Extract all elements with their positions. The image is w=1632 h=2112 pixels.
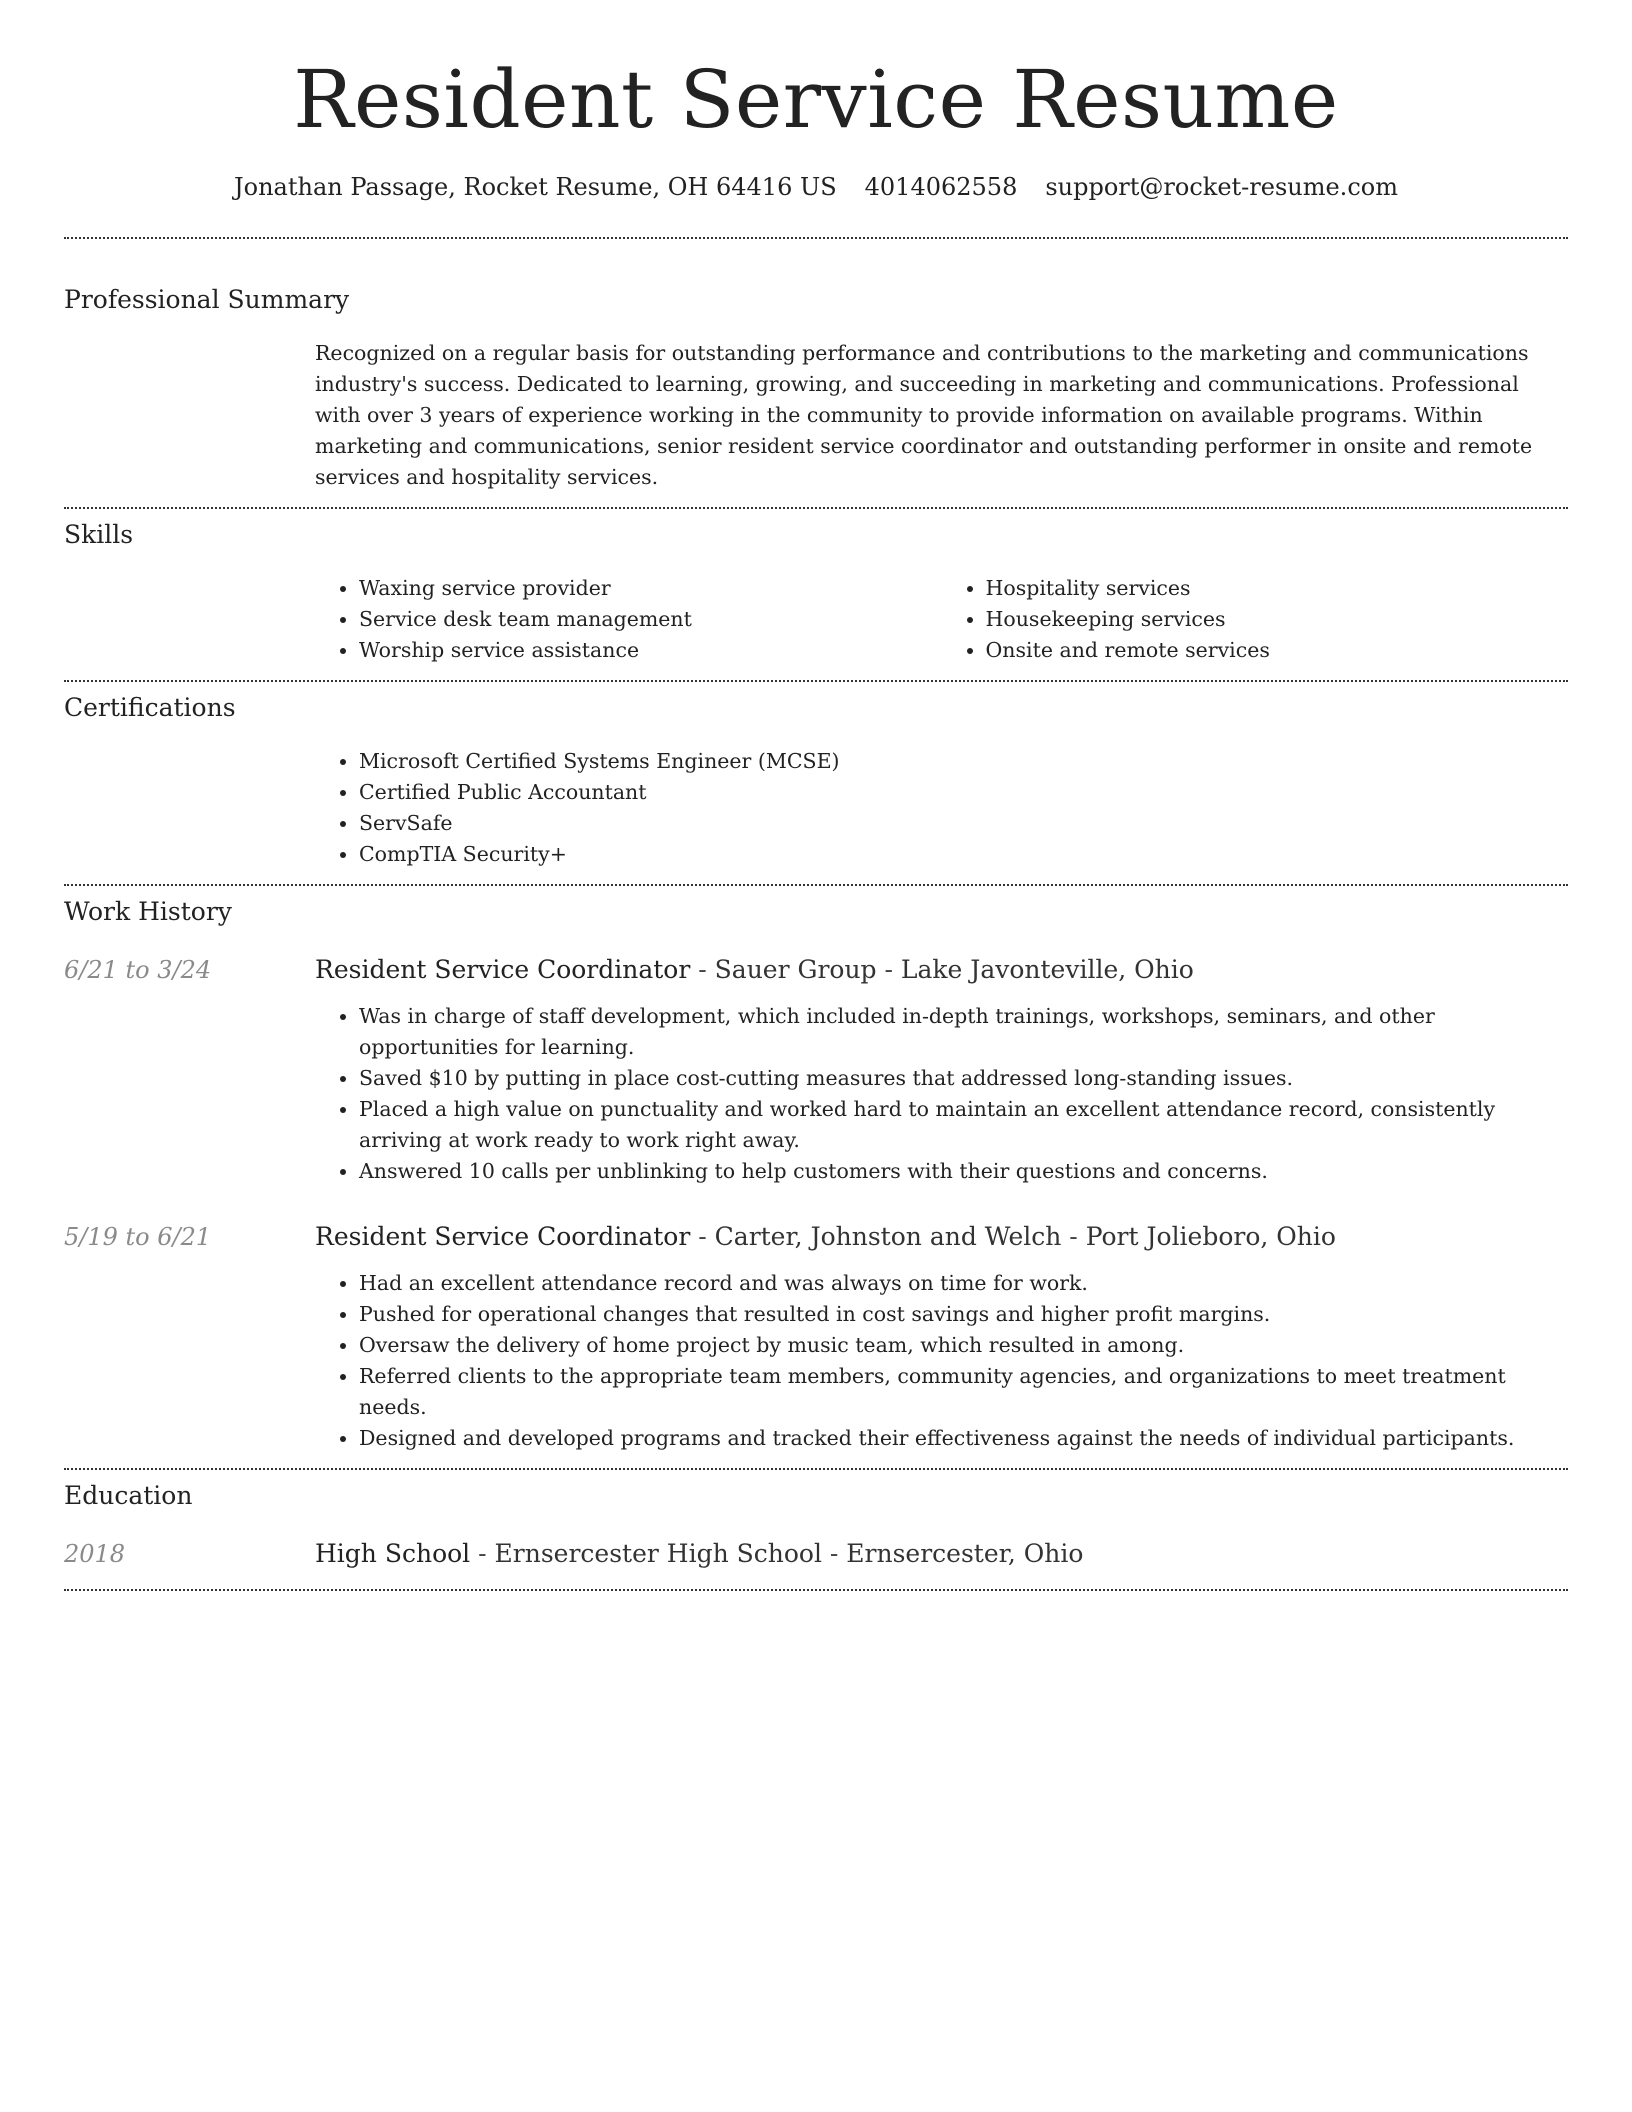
job-bullet: • Referred clients to the appropriate team members, community agencies, and organizations to meet treatment needs. <box>359 1361 1568 1423</box>
separator: - <box>470 1539 495 1568</box>
job-bullets <box>315 1001 1568 1187</box>
certification-item: • CompTIA Security+ <box>359 839 1568 870</box>
job-bullets <box>315 1268 1568 1454</box>
education-section <box>64 1470 1568 1570</box>
job-heading <box>315 1221 1336 1253</box>
divider <box>64 1589 1568 1591</box>
job-dates: 6/21 to 3/24 <box>64 956 212 984</box>
work-history-section <box>64 886 1568 1454</box>
job-entry <box>64 954 1568 1187</box>
separator: - <box>821 1539 847 1568</box>
section-heading-education: Education <box>64 1481 193 1510</box>
skill-item: • Service desk team management <box>359 604 942 635</box>
job-title: Resident Service Coordinator <box>315 1222 691 1251</box>
job-bullet: • Placed a high value on punctuality and worked hard to maintain an excellent attendance record, consistently arriving at work ready to work right away. <box>359 1094 1568 1156</box>
job-bullet: • Saved $10 by putting in place cost-cutting measures that addressed long-standing issues. <box>359 1063 1568 1094</box>
job-company: Sauer Group <box>714 955 877 984</box>
job-bullet: • Designed and developed programs and tracked their effectiveness against the needs of individual participants. <box>359 1423 1568 1454</box>
contact-email: support@rocket-resume.com <box>1045 173 1398 201</box>
job-heading <box>315 954 1194 986</box>
certifications-list <box>315 746 1568 870</box>
job-title: Resident Service Coordinator <box>315 955 691 984</box>
section-heading-work-history: Work History <box>64 897 232 926</box>
education-degree: High School <box>315 1539 471 1568</box>
job-bullet: • Was in charge of staff development, which included in-depth trainings, workshops, seminars, and other opportunities for learning. <box>359 1001 1568 1063</box>
education-school: Ernsercester High School <box>494 1539 822 1568</box>
job-company: Carter, Johnston and Welch <box>714 1222 1062 1251</box>
job-bullet: • Had an excellent attendance record and was always on time for work. <box>359 1268 1568 1299</box>
job-entry <box>64 1221 1568 1454</box>
skills-section <box>64 509 1568 666</box>
certification-item: • Certified Public Accountant <box>359 777 1568 808</box>
section-heading-skills: Skills <box>64 520 134 549</box>
education-year: 2018 <box>64 1540 126 1568</box>
skills-list-left <box>315 573 942 666</box>
resume-page <box>64 0 1568 1591</box>
education-heading <box>315 1538 1083 1570</box>
job-dates: 5/19 to 6/21 <box>64 1223 212 1251</box>
certification-item: • Microsoft Certified Systems Engineer (MCSE) <box>359 746 1568 777</box>
skills-list-right <box>942 573 1569 666</box>
skill-item: • Hospitality services <box>986 573 1569 604</box>
job-bullet: • Oversaw the delivery of home project by music team, which resulted in among. <box>359 1330 1568 1361</box>
certifications-section <box>64 682 1568 870</box>
summary-section <box>64 239 1568 493</box>
education-location: Ernsercester, Ohio <box>846 1539 1084 1568</box>
job-location: Port Jolieboro, Ohio <box>1085 1222 1336 1251</box>
resume-title: Resident Service Resume <box>293 53 1339 146</box>
summary-text: Recognized on a regular basis for outstanding performance and contributions to the marketing and communications industry's success. Dedicated to learning, growing, and succeeding in marketing and communications. Professional with over 3 years of experience working in the community to provide information on available programs. Within marketing and communications, senior resident service coordinator and outstanding performer in onsite and remote services and hospitality services. <box>315 341 1533 489</box>
contact-line <box>64 170 1568 204</box>
section-heading-certifications: Certifications <box>64 693 236 722</box>
separator: - <box>690 955 715 984</box>
skill-item: • Housekeeping services <box>986 604 1569 635</box>
contact-address: Jonathan Passage, Rocket Resume, OH 64416 US <box>234 173 837 201</box>
separator: - <box>690 1222 715 1251</box>
job-location: Lake Javonteville, Ohio <box>900 955 1194 984</box>
job-bullet: • Pushed for operational changes that resulted in cost savings and higher profit margins. <box>359 1299 1568 1330</box>
job-bullet: • Answered 10 calls per unblinking to help customers with their questions and concerns. <box>359 1156 1568 1187</box>
skill-item: • Worship service assistance <box>359 635 942 666</box>
skill-item: • Waxing service provider <box>359 573 942 604</box>
certification-item: • ServSafe <box>359 808 1568 839</box>
contact-phone: 4014062558 <box>864 173 1018 201</box>
section-heading-summary: Professional Summary <box>64 285 350 314</box>
education-entry <box>64 1538 1568 1570</box>
separator: - <box>876 955 901 984</box>
skill-item: • Onsite and remote services <box>986 635 1569 666</box>
separator: - <box>1061 1222 1086 1251</box>
